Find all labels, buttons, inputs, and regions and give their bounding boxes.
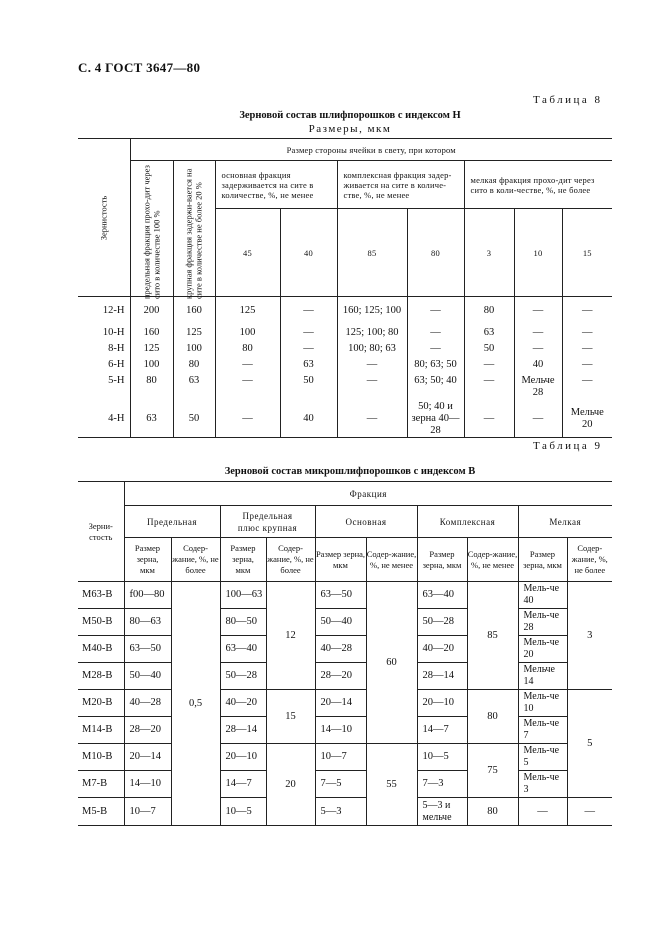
t8-cell: 125 bbox=[215, 297, 280, 325]
t9-grit: М5-В bbox=[78, 798, 124, 826]
t9-group-limit-coarse: Предельная плюс крупная bbox=[220, 506, 315, 538]
table8-subtitle: Размеры, мкм bbox=[308, 123, 392, 135]
t8-cell: 50; 40 и зерна 40—28 bbox=[407, 401, 464, 438]
t8-coarse-header: крупная фракция задержи-вается на сите в количестве не более 20 % bbox=[173, 161, 215, 297]
t9-complex-size: 14—7 bbox=[417, 717, 467, 744]
t8-cell: 80 bbox=[173, 357, 215, 373]
t9-complex-size: 28—14 bbox=[417, 663, 467, 690]
t8-cell: 160 bbox=[130, 325, 173, 341]
t9-group-complex: Комплексная bbox=[417, 506, 518, 538]
table-row bbox=[78, 373, 612, 401]
t9-limit-size: 20—14 bbox=[124, 744, 171, 771]
t8-cell: — bbox=[280, 297, 337, 325]
t8-cell: 63 bbox=[464, 325, 514, 341]
t9-h-content: Содер-жание, %, не более bbox=[567, 538, 612, 582]
t8-cell: — bbox=[337, 373, 407, 401]
t8-cell: — bbox=[562, 373, 612, 401]
table-row bbox=[78, 325, 612, 341]
t8-cell: 63 bbox=[173, 373, 215, 401]
t8-cell: 50 bbox=[464, 341, 514, 357]
t8-cell: 125; 100; 80 bbox=[337, 325, 407, 341]
t9-h-size: Размер зерна, мкм bbox=[417, 538, 467, 582]
t8-pct-fine-10: 10 bbox=[514, 209, 562, 297]
t9-limit-size: 80—63 bbox=[124, 609, 171, 636]
t9-limit-size: f00—80 bbox=[124, 582, 171, 609]
t9-main-size: 50—40 bbox=[315, 609, 366, 636]
t9-fine-content: — bbox=[567, 798, 612, 826]
t9-grit: М63-В bbox=[78, 582, 124, 609]
table9-title: Зерновой состав микрошлифпорошков с индексом В bbox=[224, 466, 476, 477]
t9-grit-header: Зерни-стость bbox=[78, 482, 124, 582]
t8-cell: 63 bbox=[130, 401, 173, 438]
t8-cell: — bbox=[562, 325, 612, 341]
t9-main-size: 28—20 bbox=[315, 663, 366, 690]
t8-cell: 160 bbox=[173, 297, 215, 325]
table-row bbox=[78, 341, 612, 357]
t9-lc-content: 15 bbox=[266, 690, 315, 744]
t8-cell: 63 bbox=[280, 357, 337, 373]
t9-grit: М14-В bbox=[78, 717, 124, 744]
t8-cell: 100 bbox=[130, 357, 173, 373]
t9-lc-size: 50—28 bbox=[220, 663, 266, 690]
t9-grit: М7-В bbox=[78, 771, 124, 798]
table-row bbox=[78, 744, 612, 771]
t8-grit: 8-Н bbox=[78, 341, 130, 357]
t9-lc-size: 80—50 bbox=[220, 609, 266, 636]
t8-cell: — bbox=[280, 325, 337, 341]
t8-main-header: основная фракция задерживается на сите в количестве, %, не менее bbox=[215, 161, 337, 209]
t8-cell: 80 bbox=[130, 373, 173, 401]
t8-cell: — bbox=[514, 401, 562, 438]
t9-lc-content: 20 bbox=[266, 744, 315, 826]
t9-limit-size: 40—28 bbox=[124, 690, 171, 717]
t8-cell: — bbox=[215, 401, 280, 438]
table-row bbox=[78, 609, 612, 636]
t8-cell: — bbox=[407, 325, 464, 341]
t8-cell: — bbox=[514, 325, 562, 341]
t9-grit: М20-В bbox=[78, 690, 124, 717]
t9-fine-size: Мель-че 40 bbox=[518, 582, 567, 609]
table-row bbox=[78, 297, 612, 325]
table8-title: Зерновой состав шлифпорошков с индексом Н bbox=[239, 110, 461, 121]
t9-fine-size: Мель-че 20 bbox=[518, 636, 567, 663]
table9-caption: Таблица 9 bbox=[533, 440, 603, 452]
t8-limit-header: предельная фракция прохо-дит через сито в количестве 100 % bbox=[130, 161, 173, 297]
table-row bbox=[78, 798, 612, 826]
table-row bbox=[78, 401, 612, 438]
t9-group-fine: Мелкая bbox=[518, 506, 612, 538]
t9-fine-size: Мель-че 3 bbox=[518, 771, 567, 798]
t8-cell: — bbox=[562, 297, 612, 325]
table-row bbox=[78, 717, 612, 744]
t8-pct-complex-85: 85 bbox=[337, 209, 407, 297]
t8-cell: 63; 50; 40 bbox=[407, 373, 464, 401]
t8-grit: 5-Н bbox=[78, 373, 130, 401]
t9-lc-size: 28—14 bbox=[220, 717, 266, 744]
t9-lc-size: 10—5 bbox=[220, 798, 266, 826]
t9-main-size: 40—28 bbox=[315, 636, 366, 663]
t8-pct-main-45: 45 bbox=[215, 209, 280, 297]
t8-grit: 6-Н bbox=[78, 357, 130, 373]
t8-cell: — bbox=[562, 357, 612, 373]
t9-grit: М28-В bbox=[78, 663, 124, 690]
t9-fine-size: — bbox=[518, 798, 567, 826]
t9-h-size: Размер зерна, мкм bbox=[220, 538, 266, 582]
t8-grit-header: Зернистость bbox=[78, 139, 130, 297]
t8-grit: 10-Н bbox=[78, 325, 130, 341]
t8-cell: — bbox=[514, 297, 562, 325]
t9-main-content: 60 bbox=[366, 582, 417, 744]
table-row bbox=[78, 663, 612, 690]
table-row bbox=[78, 771, 612, 798]
t9-group-limit: Предельная bbox=[124, 506, 220, 538]
t8-cell: — bbox=[562, 341, 612, 357]
t9-h-size: Размер зерна, мкм bbox=[124, 538, 171, 582]
t8-cell: 125 bbox=[130, 341, 173, 357]
t9-main-size: 7—5 bbox=[315, 771, 366, 798]
t8-cell: — bbox=[407, 341, 464, 357]
t9-h-content: Содер-жание, %, не менее bbox=[366, 538, 417, 582]
t9-h-content: Содер-жание, %, не более bbox=[266, 538, 315, 582]
t9-fine-size: Мель-че 5 bbox=[518, 744, 567, 771]
t8-cell: 80 bbox=[464, 297, 514, 325]
t8-cell: — bbox=[280, 341, 337, 357]
t8-cell: Мельче 20 bbox=[562, 401, 612, 438]
t8-cell: 100; 80; 63 bbox=[337, 341, 407, 357]
t9-complex-content: 75 bbox=[467, 744, 518, 798]
t8-pct-complex-80: 80 bbox=[407, 209, 464, 297]
t8-pct-fine-3: 3 bbox=[464, 209, 514, 297]
t9-fraction-header: Фракция bbox=[124, 482, 612, 506]
t9-lc-size: 100—63 bbox=[220, 582, 266, 609]
table9 bbox=[78, 481, 612, 826]
table8 bbox=[78, 138, 612, 438]
t9-lc-content: 12 bbox=[266, 582, 315, 690]
t9-complex-size: 5—3 и мельче bbox=[417, 798, 467, 826]
t9-h-content: Содер-жание, %, не более bbox=[171, 538, 220, 582]
t9-main-size: 20—14 bbox=[315, 690, 366, 717]
t8-cell: 100 bbox=[215, 325, 280, 341]
t8-cell: — bbox=[464, 373, 514, 401]
t9-fine-size: Мель-че 7 bbox=[518, 717, 567, 744]
t9-group-main: Основная bbox=[315, 506, 417, 538]
t9-fine-content: 5 bbox=[567, 690, 612, 798]
t9-complex-size: 50—28 bbox=[417, 609, 467, 636]
t8-pct-main-40: 40 bbox=[280, 209, 337, 297]
t9-main-size: 63—50 bbox=[315, 582, 366, 609]
t9-lc-size: 20—10 bbox=[220, 744, 266, 771]
t9-limit-content: 0,5 bbox=[171, 582, 220, 826]
t9-complex-size: 20—10 bbox=[417, 690, 467, 717]
t9-complex-content: 85 bbox=[467, 582, 518, 690]
t8-cell: — bbox=[215, 373, 280, 401]
t8-pct-fine-15: 15 bbox=[562, 209, 612, 297]
t8-cell: 100 bbox=[173, 341, 215, 357]
t8-cell: Мельче 28 bbox=[514, 373, 562, 401]
t9-fine-content: 3 bbox=[567, 582, 612, 690]
table-row bbox=[78, 636, 612, 663]
t9-fine-size: Мельче 14 bbox=[518, 663, 567, 690]
table-row bbox=[78, 357, 612, 373]
t8-cell: 50 bbox=[173, 401, 215, 438]
t9-grit: М50-В bbox=[78, 609, 124, 636]
t9-main-size: 10—7 bbox=[315, 744, 366, 771]
t8-cell: 40 bbox=[514, 357, 562, 373]
t9-fine-size: Мель-че 28 bbox=[518, 609, 567, 636]
t8-cell: 40 bbox=[280, 401, 337, 438]
t9-main-size: 14—10 bbox=[315, 717, 366, 744]
t9-limit-size: 10—7 bbox=[124, 798, 171, 826]
t8-cell: — bbox=[464, 401, 514, 438]
t9-limit-size: 50—40 bbox=[124, 663, 171, 690]
table-row bbox=[78, 582, 612, 609]
table8-caption: Таблица 8 bbox=[533, 94, 603, 106]
t8-sieve-header: Размер стороны ячейки в свету, при котором bbox=[130, 139, 612, 161]
t8-cell: 80 bbox=[215, 341, 280, 357]
t9-main-size: 5—3 bbox=[315, 798, 366, 826]
t8-cell: 50 bbox=[280, 373, 337, 401]
t9-main-content: 55 bbox=[366, 744, 417, 826]
t8-cell: — bbox=[337, 357, 407, 373]
t9-complex-content: 80 bbox=[467, 798, 518, 826]
t9-lc-size: 14—7 bbox=[220, 771, 266, 798]
t8-complex-header: комплексная фракция задер-живается на сите в количе-стве, %, не менее bbox=[337, 161, 464, 209]
t9-h-size: Размер зерна, мкм bbox=[518, 538, 567, 582]
t8-cell: 160; 125; 100 bbox=[337, 297, 407, 325]
t8-grit: 12-Н bbox=[78, 297, 130, 325]
t9-grit: М10-В bbox=[78, 744, 124, 771]
t8-cell: 125 bbox=[173, 325, 215, 341]
t9-complex-content: 80 bbox=[467, 690, 518, 744]
t9-h-size: Размер зерна, мкм bbox=[315, 538, 366, 582]
table-row bbox=[78, 690, 612, 717]
t9-complex-size: 40—20 bbox=[417, 636, 467, 663]
t9-h-content: Содер-жание, %, не менее bbox=[467, 538, 518, 582]
t8-cell: 80; 63; 50 bbox=[407, 357, 464, 373]
t9-fine-size: Мель-че 10 bbox=[518, 690, 567, 717]
page-header: С. 4 ГОСТ 3647—80 bbox=[78, 60, 201, 75]
t8-cell: — bbox=[337, 401, 407, 438]
t8-cell: — bbox=[464, 357, 514, 373]
t8-grit: 4-Н bbox=[78, 401, 130, 438]
t9-complex-size: 10—5 bbox=[417, 744, 467, 771]
t8-cell: 200 bbox=[130, 297, 173, 325]
t8-cell: — bbox=[407, 297, 464, 325]
t8-fine-header: мелкая фракция прохо-дит через сито в коли-честве, %, не более bbox=[464, 161, 612, 209]
t9-complex-size: 7—3 bbox=[417, 771, 467, 798]
t9-limit-size: 28—20 bbox=[124, 717, 171, 744]
t9-lc-size: 40—20 bbox=[220, 690, 266, 717]
t9-lc-size: 63—40 bbox=[220, 636, 266, 663]
t9-limit-size: 63—50 bbox=[124, 636, 171, 663]
t9-grit: М40-В bbox=[78, 636, 124, 663]
t9-limit-size: 14—10 bbox=[124, 771, 171, 798]
t8-cell: — bbox=[215, 357, 280, 373]
t8-cell: — bbox=[514, 341, 562, 357]
t9-complex-size: 63—40 bbox=[417, 582, 467, 609]
